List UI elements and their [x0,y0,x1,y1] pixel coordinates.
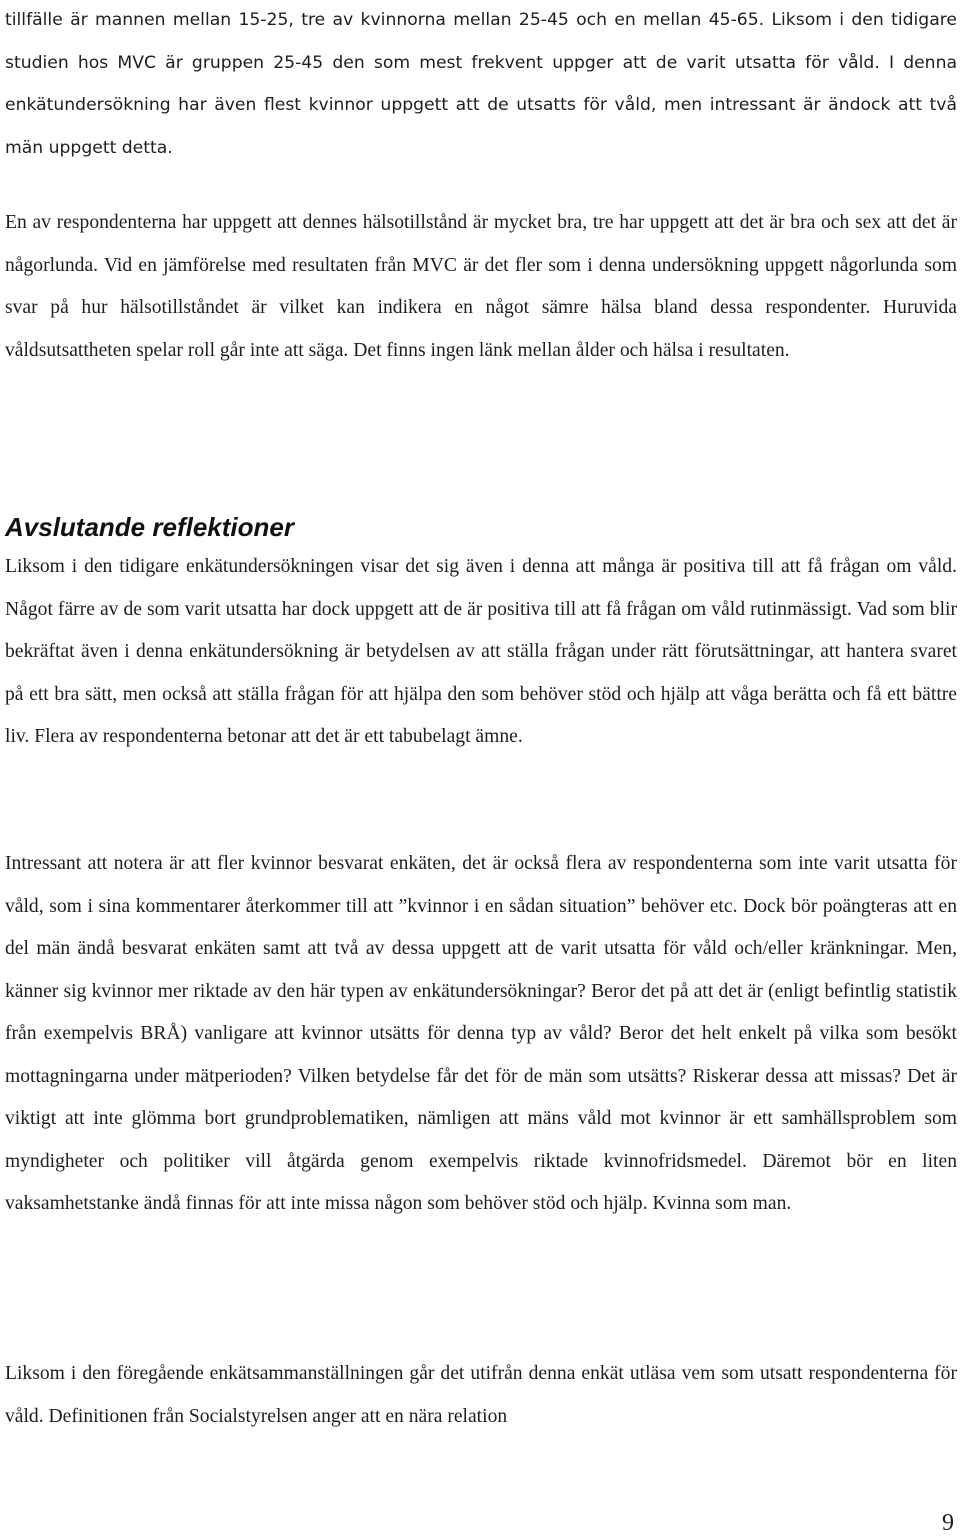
paragraph-intro-block [5,0,957,169]
paragraph-reflections-2: Intressant att notera är att fler kvinnor besvarat enkäten, det är också flera av respondenterna som inte varit utsatta för våld, som i sina kommentarer återkommer till att ”kvinnor i en sådan situation” behöver etc. Dock bör poängteras att en del män ändå besvarat enkäten samt att två av dessa uppgett att de varit utsatta för våld och/eller kränkningar. Men, känner sig kvinnor mer riktade av den här typen av enkätundersökningar? Beror det på att det är (enligt befintlig statistik från exempelvis BRÅ) vanligare att kvinnor utsätts för denna typ av våld? Beror det helt enkelt på vilka som besökt mottagningarna under mätperioden? Vilken betydelse får det för de män som utsätts? Riskerar dessa att missas? Det är viktigt att inte glömma bort grundproblematiken, nämligen att mäns våld mot kvinnor är ett samhällsproblem som myndigheter och politiker vill åtgärda genom exempelvis riktade kvinnofridsmedel. Däremot bör en liten vaksamhetstanke ändå finnas för att inte missa någon som behöver stöd och hjälp. Kvinna som man. [5,853,957,1214]
paragraph-reflections-3: Liksom i den föregående enkätsammanställningen går det utifrån denna enkät utläsa vem som utsatt respondenterna för våld. Definitionen från Socialstyrelsen anger att en nära relation [5,1363,957,1427]
paragraph-reflections-2-block [5,843,957,1226]
paragraph-reflections-1: Liksom i den tidigare enkätundersökningen visar det sig även i denna att många är positiva till att få frågan om våld. Något färre av de som varit utsatta har dock uppgett att de är positiva till att få frågan om våld rutinmässigt. Vad som blir bekräftat även i denna enkätundersökning är betydelsen av att ställa frågan under rätt förutsättningar, att hantera svaret på ett bra sätt, men också att ställa frågan för att hjälpa den som behöver stöd och hjälp att våga berätta och få ett bättre liv. Flera av respondenterna betonar att det är ett tabubelagt ämne. [5,556,957,747]
section-heading: Avslutande reflektioner [5,512,294,542]
section-heading-block [5,512,957,542]
paragraph-intro: tillfälle är mannen mellan 15-25, tre av kvinnorna mellan 25-45 och en mellan 45-65. Liksom i den tidigare studien hos MVC är gruppen 25-45 den som mest frekvent uppger att de varit utsatta för våld. I denna enkätundersökning har även flest kvinnor uppgett att de utsatts för våld, men intressant är ändock att två män uppgett detta. [5,10,957,158]
paragraph-health: En av respondenterna har uppgett att dennes hälsotillstånd är mycket bra, tre har uppgett att det är bra och sex att det är någorlunda. Vid en jämförelse med resultaten från MVC är det fler som i denna undersökning uppgett någorlunda som svar på hur hälsotillståndet är vilket kan indikera en något sämre hälsa bland dessa respondenter. Huruvida våldsutsattheten spelar roll går inte att säga. Det finns ingen länk mellan ålder och hälsa i resultaten. [5,212,957,361]
paragraph-reflections-3-block [5,1353,957,1438]
page-number: 9 [942,1510,954,1536]
paragraph-reflections-1-block [5,546,957,759]
paragraph-health-block [5,202,957,372]
